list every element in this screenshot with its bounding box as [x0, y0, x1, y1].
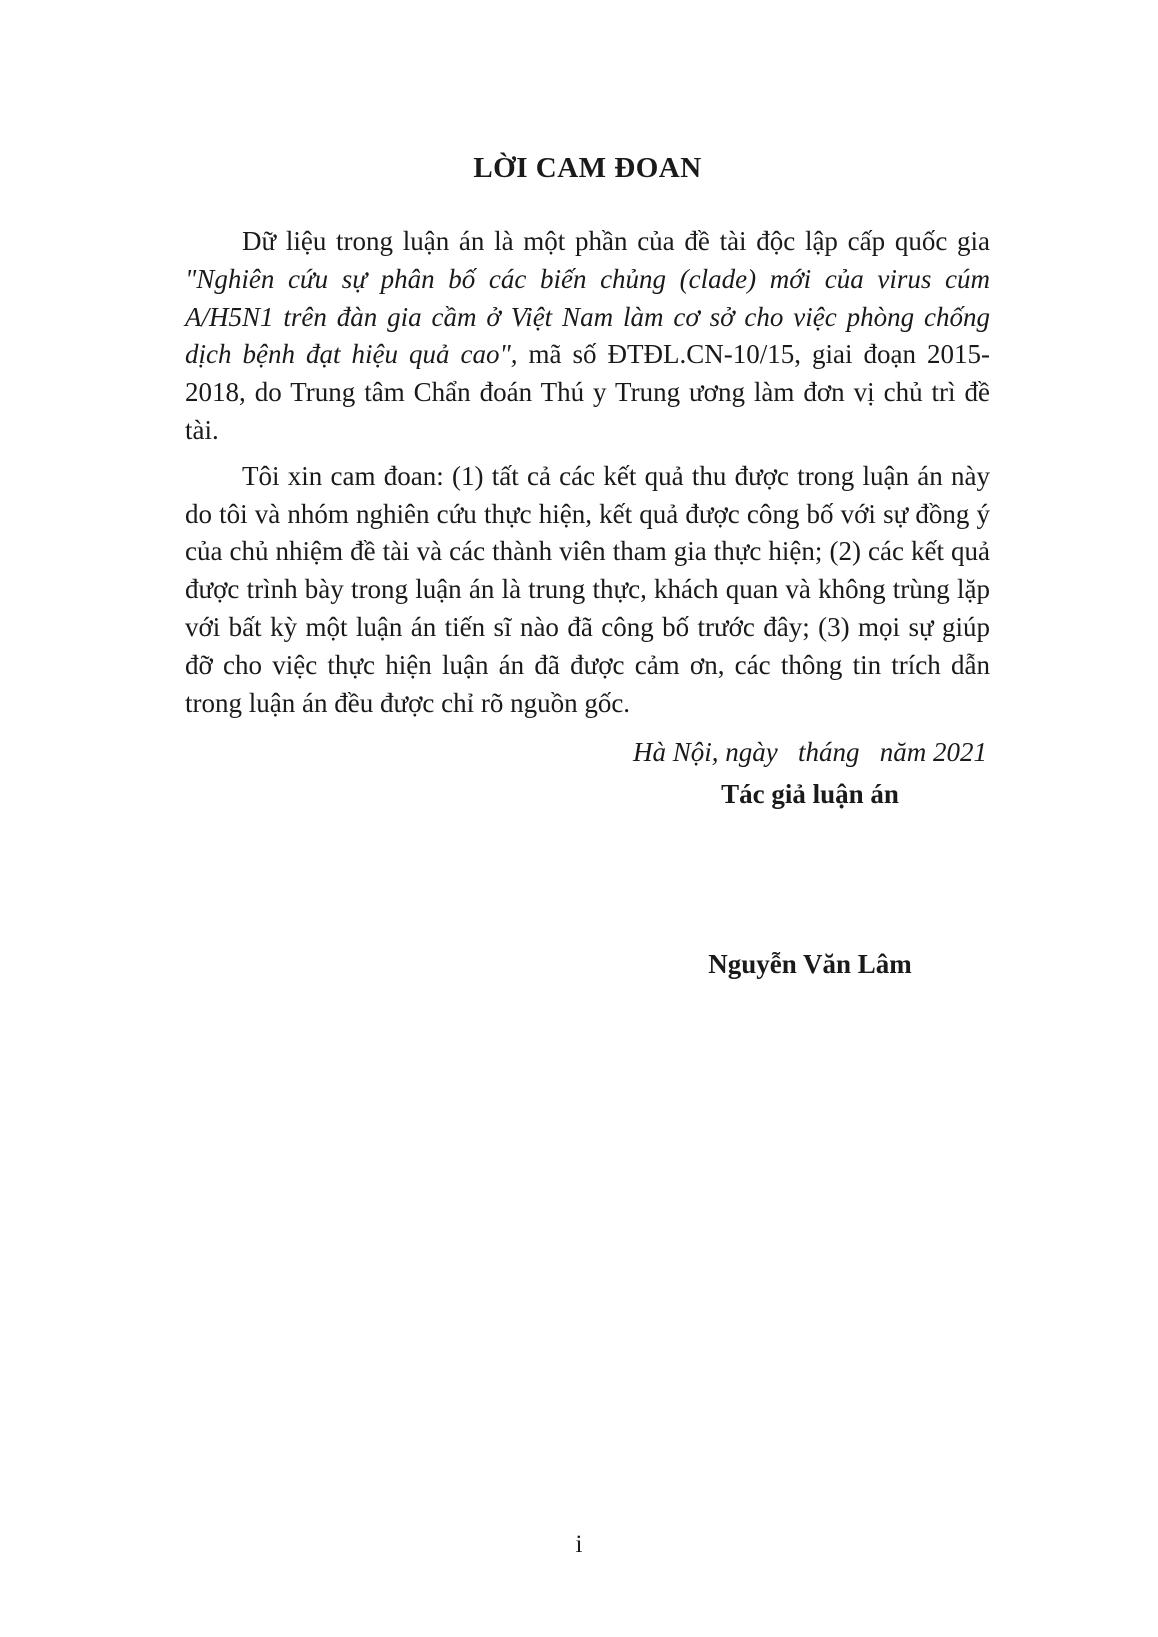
paragraph-1-tail-text: mã số ĐTĐL.CN-10/15, giai đoạn 2015-2018, do Trung tâm Chẩn đoán Thú y Trung ương làm đơn vị chủ trì đề tài.: [185, 339, 991, 445]
author-name: Nguyễn Văn Lâm: [708, 948, 912, 979]
date-place-line: Hà Nội, ngày tháng năm 2021: [633, 737, 987, 768]
declaration-paragraph-2: Tôi xin cam đoan: (1) tất cả các kết quả thu được trong luận án này do tôi và nhóm nghiên cứu thực hiện, kết quả được công bố với sự đồng ý của chủ nhiệm đề tài và các thành viên tham gia thực hiện; (2) các kết quả được trình bày trong luận án là trung thực, khách quan và không trùng lặp với bất kỳ một luận án tiến sĩ nào đã công bố trước đây; (3) mọi sự giúp đỡ cho việc thực hiện luận án đã được cảm ơn, các thông tin trích dẫn trong luận án đều được chỉ rõ nguồn gốc.: [185, 460, 990, 718]
signature-block: [630, 734, 990, 983]
paragraph-1-lead-text: Dữ liệu trong luận án là một phần của đề tài độc lập cấp quốc gia: [242, 226, 990, 256]
page-title: LỜI CAM ĐOAN: [473, 152, 702, 184]
page-number: i: [575, 1531, 583, 1558]
page-content: [185, 152, 990, 984]
project-title-quote: "Nghiên cứu sự phân bố các biến chủng (clade) mới của virus cúm A/H5N1 trên đàn gia cầm ở Việt Nam làm cơ sở cho việc phòng chống dịch bệnh đạt hiệu quả cao",: [185, 263, 990, 370]
author-role-label: Tác giả luận án: [721, 779, 899, 810]
declaration-paragraph-1: [185, 223, 990, 450]
